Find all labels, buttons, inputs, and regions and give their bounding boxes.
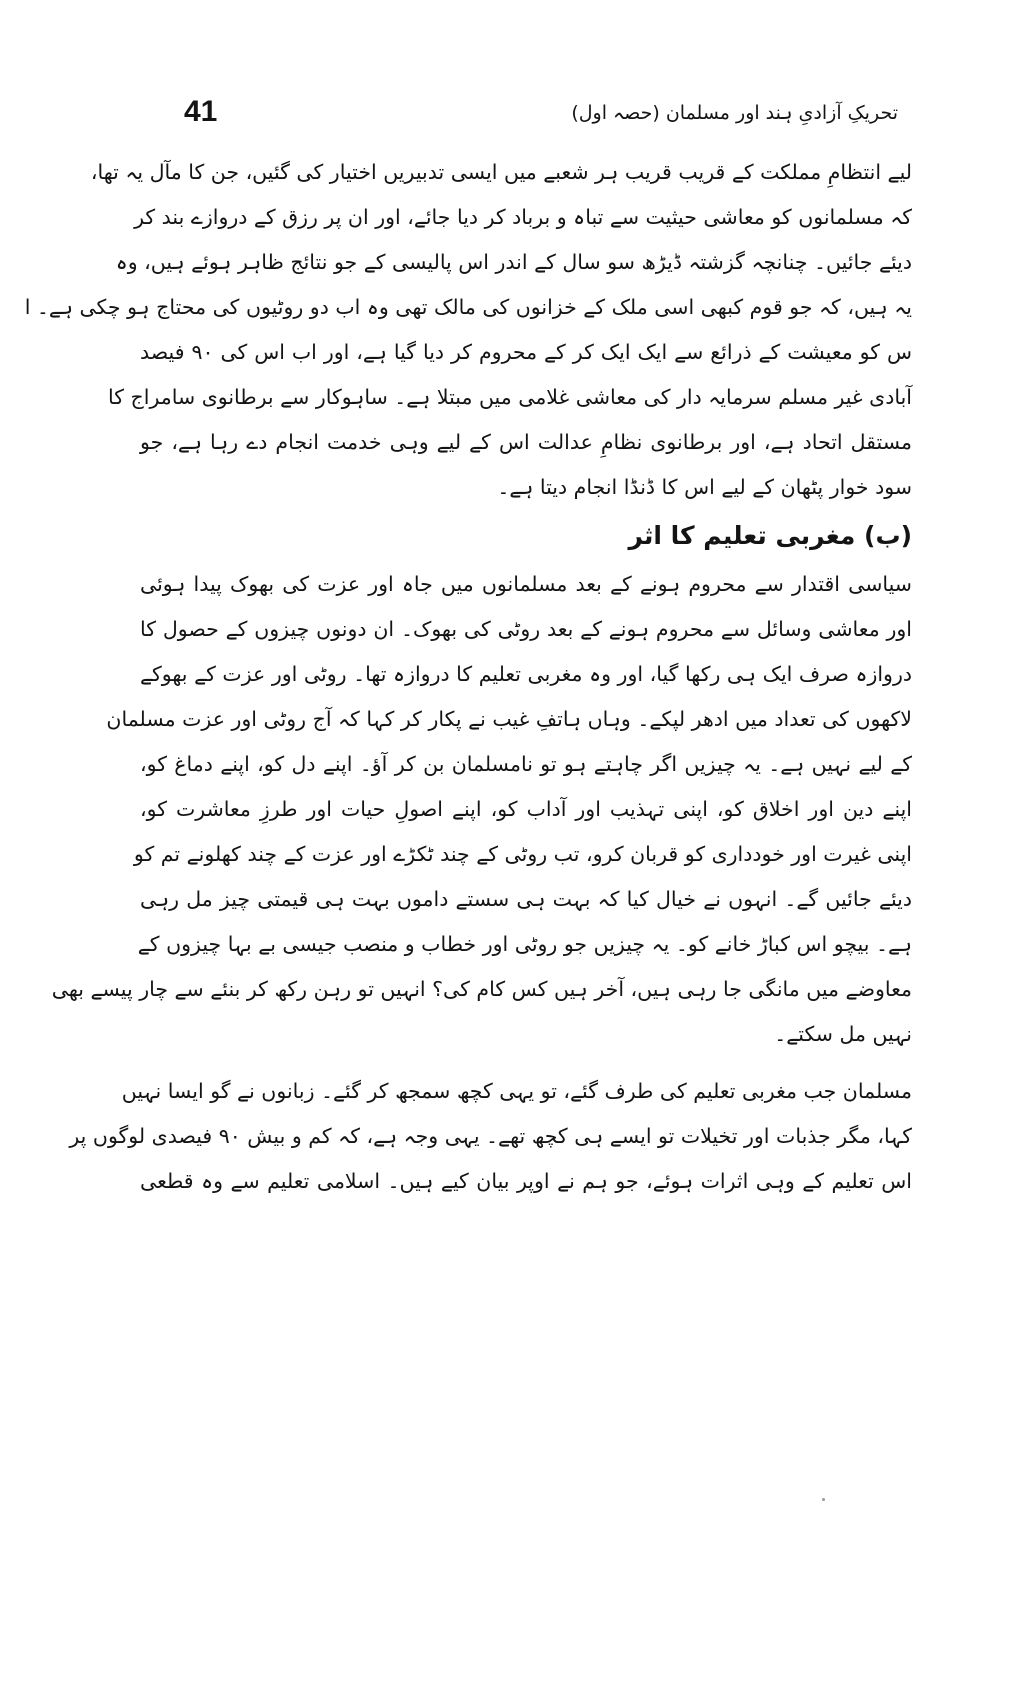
- text-line: س کو معیشت کے ذرائع سے ایک ایک کر کے محروم کر دیا گیا ہے، اور اب اس کی ۹۰ فیصد: [140, 340, 912, 364]
- text-line: اپنی غیرت اور خودداری کو قربان کرو، تب روٹی کے چند ٹکڑے اور عزت کے چند کھلونے تم کو: [133, 842, 912, 866]
- text-line: مسلمان جب مغربی تعلیم کی طرف گئے، تو یہی کچھ سمجھ کر گئے۔ زبانوں نے گو ایسا نہیں: [121, 1079, 912, 1103]
- text-line: لیے انتظامِ مملکت کے قریب قریب ہر شعبے میں ایسی تدبیریں اختیار کی گئیں، جن کا مآل یہ تھا،: [90, 160, 912, 184]
- text-line: لاکھوں کی تعداد میں ادھر لپکے۔ وہاں ہاتفِ غیب نے پکار کر کہا کہ آج روٹی اور عزت مسلمان: [106, 707, 912, 731]
- text-line: کہ مسلمانوں کو معاشی حیثیت سے تباہ و برباد کر دیا جائے، اور ان پر رزق کے دروازے بند کر: [134, 205, 912, 229]
- text-line: معاوضے میں مانگی جا رہی ہیں، آخر ہیں کس کام کی؟ انہیں تو رہن رکھ کر بنئے سے چار پیسے بھی: [51, 977, 912, 1001]
- text-line: اپنے دین اور اخلاق کو، اپنی تہذیب اور آداب کو، اپنے اصولِ حیات اور طرزِ معاشرت کو،: [140, 797, 912, 821]
- text-line: دیئے جائیں گے۔ انہوں نے خیال کیا کہ بہت ہی سستے داموں بہت ہی قیمتی چیز مل رہی: [140, 887, 912, 911]
- page-header: [180, 94, 898, 134]
- text-line: یہ ہیں، کہ جو قوم کبھی اسی ملک کے خزانوں کی مالک تھی وہ اب دو روٹیوں کی محتاج ہو چکی ہے۔ ا: [24, 295, 912, 319]
- text-line: سود خوار پٹھان کے لیے اس کا ڈنڈا انجام دیتا ہے۔: [497, 475, 912, 499]
- paragraph-2: [51, 562, 912, 1057]
- section-heading: (ب) مغربی تعلیم کا اثر: [628, 521, 912, 550]
- paragraph-3: [69, 1069, 912, 1204]
- text-line: کے لیے نہیں ہے۔ یہ چیزیں اگر چاہتے ہو تو نامسلمان بن کر آؤ۔ اپنے دل کو، اپنے دماغ کو،: [140, 752, 912, 776]
- page-number: 41: [184, 95, 218, 128]
- text-line: نہیں مل سکتے۔: [774, 1022, 912, 1046]
- scan-speck: [822, 1498, 825, 1501]
- paragraph-gap: [140, 1057, 912, 1069]
- text-line: دروازہ صرف ایک ہی رکھا گیا، اور وہ مغربی تعلیم کا دروازہ تھا۔ روٹی اور عزت کے بھوکے: [140, 662, 912, 686]
- text-line: دیئے جائیں۔ چنانچہ گزشتہ ڈیڑھ سو سال کے اندر اس پالیسی کے جو نتائج ظاہر ہوئے ہیں، وہ: [115, 250, 912, 274]
- text-line: آبادی غیر مسلم سرمایہ دار کی معاشی غلامی میں مبتلا ہے۔ ساہوکار سے برطانوی سامراج کا: [108, 385, 912, 409]
- text-line: سیاسی اقتدار سے محروم ہونے کے بعد مسلمانوں میں جاہ اور عزت کی بھوک پیدا ہوئی: [140, 572, 912, 596]
- text-line: اور معاشی وسائل سے محروم ہونے کے بعد روٹی کی بھوک۔ ان دونوں چیزوں کے حصول کا: [140, 617, 912, 641]
- text-line: کہا، مگر جذبات اور تخیلات تو ایسے ہی کچھ تھے۔ یہی وجہ ہے، کہ کم و بیش ۹۰ فیصدی لوگوں پر: [69, 1124, 912, 1148]
- text-line: مستقل اتحاد ہے، اور برطانوی نظامِ عدالت اس کے لیے وہی خدمت انجام دے رہا ہے، جو: [140, 430, 912, 454]
- paragraph-1: [24, 150, 912, 510]
- body-text: [24, 150, 912, 1204]
- text-line: اس تعلیم کے وہی اثرات ہوئے، جو ہم نے اوپر بیان کیے ہیں۔ اسلامی تعلیم سے وہ قطعی: [140, 1169, 912, 1193]
- text-line: ہے۔ بیچو اس کباڑ خانے کو۔ یہ چیزیں جو روٹی اور خطاب و منصب جیسی بے بہا چیزوں کے: [137, 932, 912, 956]
- running-title: تحریکِ آزادیِ ہند اور مسلمان (حصہ اول): [571, 102, 898, 124]
